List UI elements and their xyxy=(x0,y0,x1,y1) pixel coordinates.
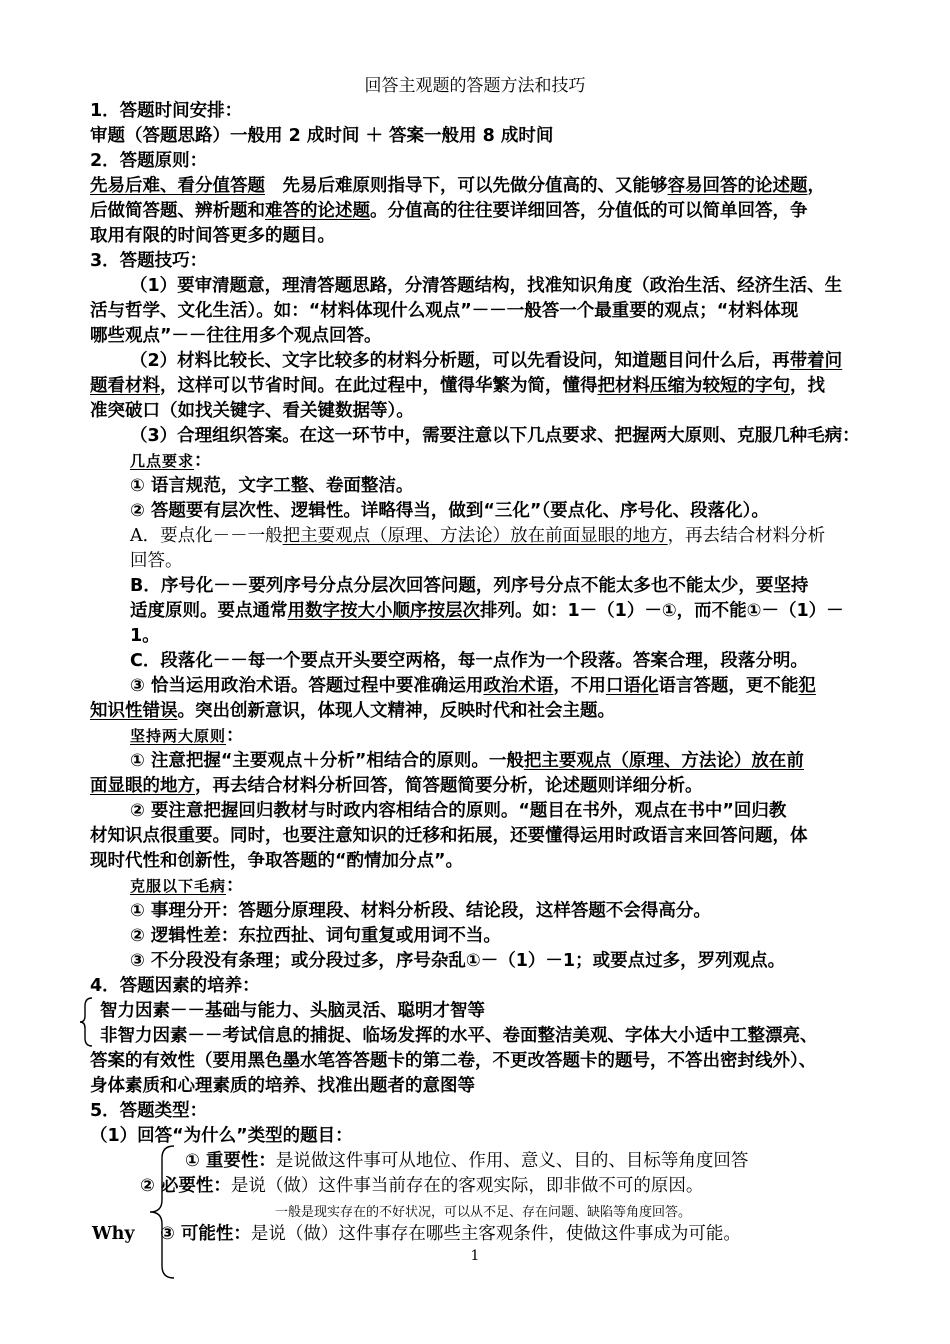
requirement-3-line-1 xyxy=(130,674,920,699)
fault-2: ② 逻辑性差：东拉西扯、词句重复或用词不当。 xyxy=(130,926,501,946)
section-1-line: 审题（答题思路）一般用 2 成时间 ＋ 答案一般用 8 成时间 xyxy=(90,126,554,146)
principle-1-line-1 xyxy=(130,749,920,774)
section-3-p1-line-1: （1）要审清题意，理清答题思路，分清答题结构，找准知识角度（政治生活、经济生活、生 xyxy=(130,276,843,296)
underline-text: 先易后难、看分值答题 xyxy=(90,176,265,196)
underline-text: 把主要观点（原理、方法论）放在前面显眼的地方 xyxy=(282,526,668,546)
section-3-p2-line-2 xyxy=(90,374,880,399)
underline-text: 难答的论述题 xyxy=(265,201,370,221)
text: 先易后难原则指导下，可以先做分值高的、又能够 xyxy=(265,176,668,196)
requirements-heading xyxy=(130,449,920,474)
underline-text: 容易回答的论述题 xyxy=(667,176,808,196)
underline-text: 犯 xyxy=(798,676,816,696)
section-2-line-1 xyxy=(90,174,880,199)
text: ，不用 xyxy=(553,676,606,696)
section-2-line-3: 取用有限的时间答更多的题目。 xyxy=(90,226,335,246)
section-4-line-2: 非智力因素－－考试信息的捕捉、临场发挥的水平、卷面整洁美观、字体大小适中工整漂亮、 xyxy=(100,1026,818,1046)
underline-text: 用数字按大小顺序按层次 xyxy=(287,601,480,621)
text: ： xyxy=(226,876,244,896)
text: ，找 xyxy=(790,376,825,396)
why-item-necessity xyxy=(140,1174,930,1199)
text: 回答。 xyxy=(130,551,183,571)
faults-heading xyxy=(130,874,920,899)
section-4-line-4: 身体素质和心理素质的培养、找准出题者的意图等 xyxy=(90,1076,475,1096)
page-title: 回答主观题的答题方法和技巧 xyxy=(364,76,586,96)
section-5-heading: 5．答题类型： xyxy=(90,1101,208,1121)
section-3-p3: （3）合理组织答案。在这一环节中，需要注意以下几点要求、把握两大原则、克服几种毛病： xyxy=(130,426,860,446)
text: ， xyxy=(807,176,825,196)
text: （2）材料比较长、文字比较多的材料分析题，可以先看设问，知道题目问什么后，再 xyxy=(130,351,790,371)
text: 。突出创新意识，体现人文精神，反映时代和社会主题。 xyxy=(177,701,615,721)
underline-text: 带着问 xyxy=(789,351,843,371)
text: 。分值高的往往要详细回答，分值低的可以简单回答，争 xyxy=(370,201,808,221)
item-label: ① 重要性： xyxy=(185,1151,276,1171)
text: ③ 恰当运用政治术语。答题过程中要准确运用 xyxy=(130,676,484,696)
text: ，这样可以节省时间。在此过程中，懂得华繁为简，懂得 xyxy=(160,376,598,396)
requirement-2a-line-2 xyxy=(130,549,920,574)
section-3-p1-line-2: 活与哲学、文化生活）。如：“材料体现什么观点”－－一般答一个最重要的观点；“材料体现 xyxy=(90,301,799,321)
text: ，再去结合材料分析回答，简答题简要分析，论述题则详细分析。 xyxy=(195,776,703,796)
text: 适度原则。要点通常 xyxy=(130,601,288,621)
principles-heading xyxy=(130,724,920,749)
section-3-p2-line-1 xyxy=(130,349,920,374)
text: 语言答题，更不能 xyxy=(658,676,799,696)
subheading-text: 克服以下毛病 xyxy=(130,877,227,895)
section-3-p2-line-3: 准突破口（如找关键字、看关键数据等）。 xyxy=(90,401,414,421)
curly-brace-icon xyxy=(78,996,94,1048)
requirement-2b-line-3: 1。 xyxy=(130,626,160,646)
item-text: 是说（做）这件事当前存在的客观实际，即非做不可的原因。 xyxy=(230,1176,704,1196)
principle-1-line-2 xyxy=(90,774,880,799)
text: ： xyxy=(194,451,212,471)
item-text: 是说做这件事可从地位、作用、意义、目的、目标等角度回答 xyxy=(275,1151,749,1171)
fault-1: ① 事理分开：答题分原理段、材料分析段、结论段，这样答题不会得高分。 xyxy=(130,901,711,921)
text: ，再去结合材料分析 xyxy=(667,526,826,546)
underline-text: 政治术语 xyxy=(483,676,554,696)
subheading-text: 坚持两大原则 xyxy=(130,727,227,745)
item-label: ② 必要性： xyxy=(140,1176,231,1196)
text: ： xyxy=(226,726,244,746)
principle-2-line-2: 材知识点很重要。同时，也要注意知识的迁移和拓展，还要懂得运用时政语言来回答问题，体 xyxy=(90,826,808,846)
underline-text: 把材料压缩为较短的字句 xyxy=(597,376,790,396)
why-item-importance xyxy=(185,1149,950,1174)
section-5-question-1: （1）回答“为什么”类型的题目： xyxy=(90,1126,353,1146)
section-4-line-1: 智力因素－－基础与能力、头脑灵活、聪明才智等 xyxy=(100,1001,485,1021)
requirement-2a-line-1 xyxy=(130,524,920,549)
item-text: 是说（做）这件事存在哪些主客观条件，使做这件事成为可能。 xyxy=(250,1224,741,1244)
section-3-p1-line-3: 哪些观点”－－往往用多个观点回答。 xyxy=(90,326,382,346)
requirement-2b-line-1: B．序号化－－要列序号分点分层次回答问题，列序号分点不能太多也不能太少，要坚持 xyxy=(130,576,809,596)
why-text: Why xyxy=(92,1224,135,1244)
underline-text: 把主要观点（原理、方法论）放在前 xyxy=(523,751,804,771)
section-2-line-2 xyxy=(90,199,880,224)
note-text: 一般是现实存在的不好状况，可以从不足、存在问题、缺陷等角度回答。 xyxy=(275,1205,692,1220)
section-4-heading: 4．答题因素的培养： xyxy=(90,976,260,996)
text: A．要点化－－一般 xyxy=(130,526,283,546)
underline-text: 知识性错误 xyxy=(90,701,178,721)
item-label: ③ 可能性： xyxy=(160,1224,251,1244)
page-number: 1 xyxy=(470,1248,480,1264)
text: ① 注意把握“主要观点＋分析”相结合的原则。一般 xyxy=(130,751,524,771)
underline-text: 口语化 xyxy=(605,676,659,696)
section-2-heading: 2．答题原则： xyxy=(90,151,208,171)
requirement-2: ② 答题要有层次性、逻辑性。详略得当，做到“三化”（要点化、序号化、段落化）。 xyxy=(130,501,769,521)
principle-2-line-3: 现时代性和创新性，争取答题的“酌情加分点”。 xyxy=(90,851,464,871)
principle-2-line-1: ② 要注意把握回归教材与时政内容相结合的原则。“题目在书外，观点在书中”回归教 xyxy=(130,801,787,821)
subheading-text: 几点要求 xyxy=(130,452,195,470)
requirement-1: ① 语言规范，文字工整、卷面整洁。 xyxy=(130,476,414,496)
section-3-heading: 3．答题技巧： xyxy=(90,251,208,271)
requirement-2c: C．段落化－－每一个要点开头要空两格，每一点作为一个段落。答案合理，段落分明。 xyxy=(130,651,808,671)
text: 后做简答题、辨析题和 xyxy=(90,201,265,221)
why-item-possibility xyxy=(160,1222,950,1247)
underline-text: 题看材料 xyxy=(90,376,160,396)
requirement-2b-line-2 xyxy=(130,599,920,624)
section-1-heading: 1．答题时间安排： xyxy=(90,101,243,121)
text: 排列。如：1－（1）－①，而不能①－（1）－ xyxy=(480,601,844,621)
requirement-3-line-2 xyxy=(90,699,880,724)
underline-text: 面显眼的地方 xyxy=(90,776,195,796)
section-4-line-3: 答案的有效性（要用黑色墨水笔答答题卡的第二卷，不更改答题卡的题号，不答出密封线外）、 xyxy=(90,1051,817,1071)
fault-3: ③ 不分段没有条理；或分段过多，序号杂乱①－（1）－1；或要点过多，罗列观点。 xyxy=(130,951,786,971)
